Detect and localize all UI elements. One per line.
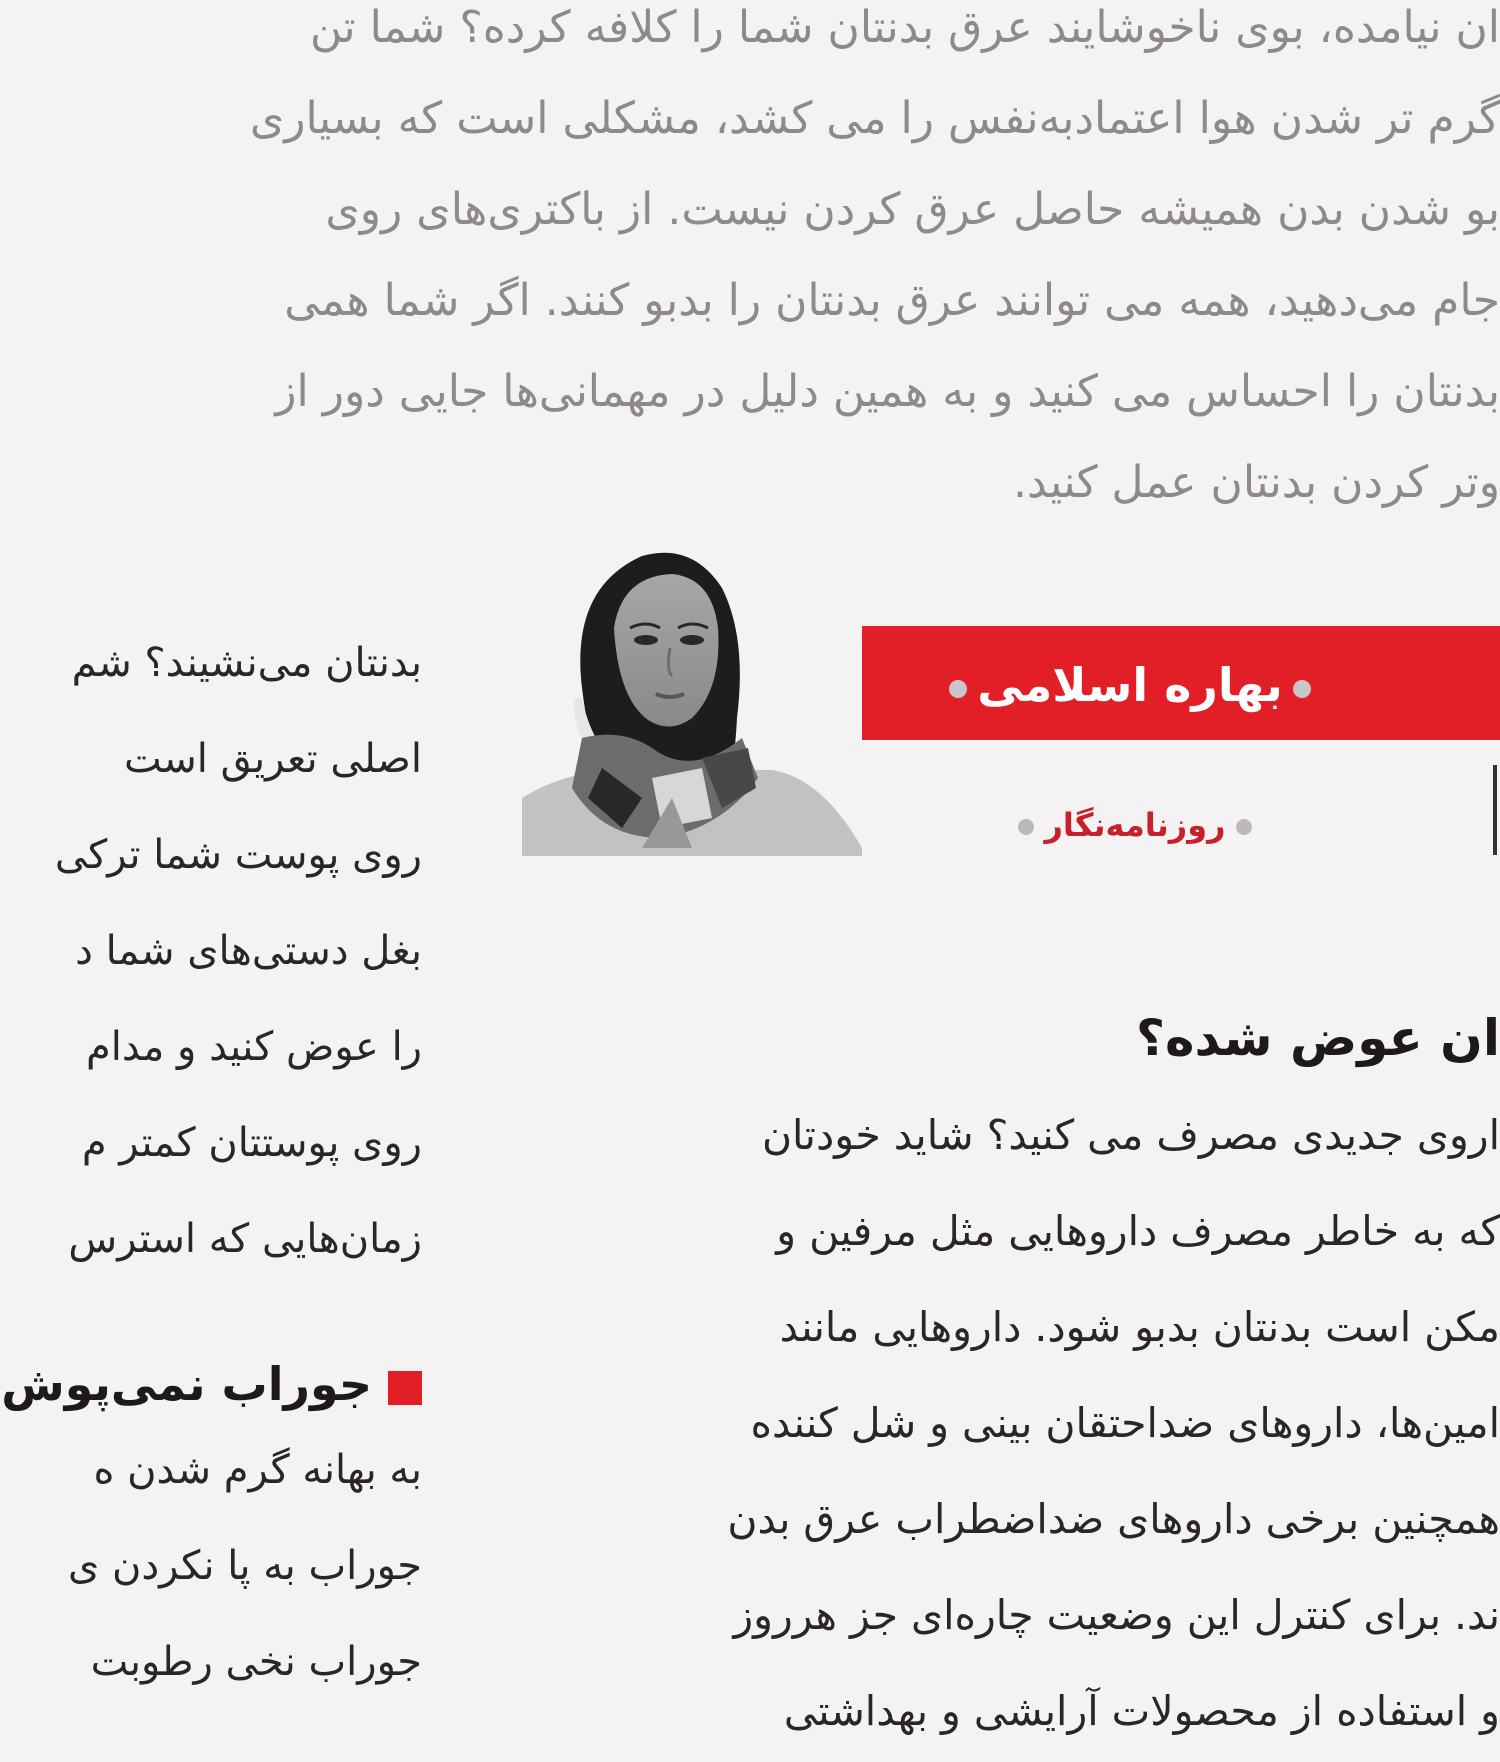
text-line: جوراب نخی رطوبت <box>90 1639 422 1685</box>
author-role-text: روزنامه‌نگار <box>1044 806 1226 844</box>
intro-line: بدنتان را احساس می کنید و به همین دلیل در مهمانی‌ها جایی دور از <box>275 366 1500 417</box>
text-line: روی پوستتان کمتر م <box>81 1120 422 1166</box>
text-line: به بهانه گرم شدن ه <box>93 1447 422 1493</box>
text-line: جوراب به پا نکردن ی <box>67 1543 422 1589</box>
text-line: اروی جدیدی مصرف می کنید؟ شاید خودتان <box>761 1111 1500 1159</box>
text-line: بدنتان می‌نشیند؟ شم <box>71 640 422 686</box>
article-paragraph <box>540 1090 1500 1762</box>
text-line: امین‌ها، داروهای ضداحتقان بینی و شل کننده <box>750 1399 1500 1447</box>
text-line: اصلی تعریق است <box>124 736 422 782</box>
intro-line: گرم تر شدن هوا اعتمادبه‌نفس را می کشد، مشکلی است که بسیاری <box>249 93 1500 144</box>
intro-line: جام می‌دهید، همه می توانند عرق بدنتان را بدبو کنند. اگر شما همی <box>284 275 1500 326</box>
text-line: زمان‌هایی که استرس <box>68 1216 422 1262</box>
text-line: و استفاده از محصولات آرایشی و بهداشتی <box>783 1687 1500 1735</box>
text-line: مکن است بدنتان بدبو شود. داروهایی مانند <box>779 1303 1500 1351</box>
left-column <box>0 625 422 1723</box>
section-heading-text: جوراب نمی‌پوش <box>1 1357 372 1411</box>
author-name-text: بهاره اسلامی <box>977 658 1283 712</box>
text-line: روی پوست شما ترکی <box>54 832 422 878</box>
text-line: که به خاطر مصرف داروهایی مثل مرفین و <box>776 1207 1500 1255</box>
right-column <box>540 0 1500 1735</box>
text-line: ند. برای کنترل این وضعیت چاره‌ای جز هرروز <box>733 1591 1500 1639</box>
intro-line: بو شدن بدن همیشه حاصل عرق کردن نیست. از باکتری‌های روی <box>325 184 1500 235</box>
intro-line: ان نیامده، بوی ناخوشایند عرق بدنتان شما را کلافه کرده؟ شما تن <box>309 2 1500 53</box>
text-line: را عوض کنید و مدام <box>86 1024 422 1070</box>
article-paragraph <box>0 625 422 1297</box>
text-line: بغل دستی‌های شما د <box>75 928 422 974</box>
article-paragraph <box>0 1431 422 1719</box>
text-line: همچنین برخی داروهای ضداضطراب عرق بدن <box>727 1495 1500 1543</box>
red-square-icon <box>388 1371 422 1405</box>
section-heading <box>0 1341 422 1431</box>
section-heading: ان عوض شده؟ <box>1136 1009 1500 1067</box>
intro-line: وتر کردن بدنتان عمل کنید. <box>1012 457 1500 508</box>
